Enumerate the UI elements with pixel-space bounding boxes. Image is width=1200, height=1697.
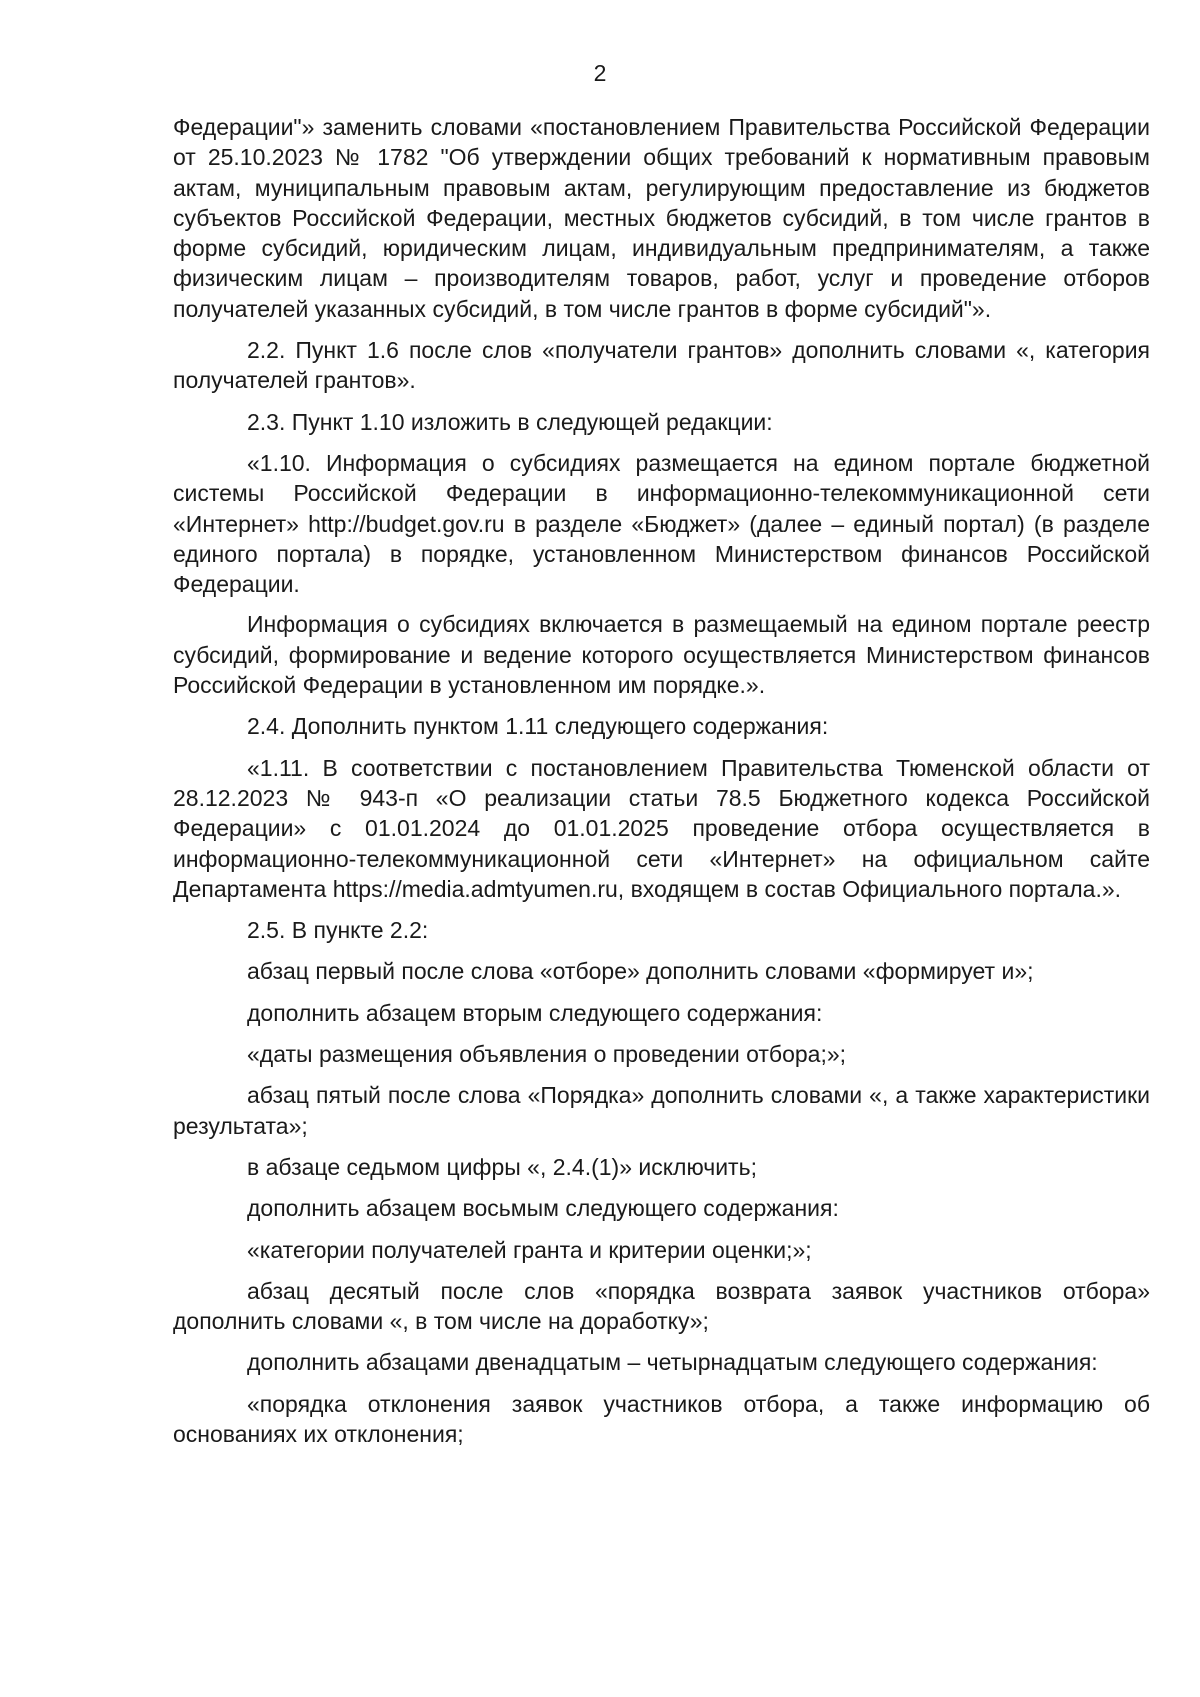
paragraph-item-2-3: 2.3. Пункт 1.10 изложить в следующей редакции: [247, 408, 773, 435]
paragraph-rejection-procedure: «порядка отклонения заявок участников отбора, а также информацию об основаниях их отклонения; [173, 1390, 1150, 1447]
paragraph-first-abzac: абзац первый после слова «отборе» дополнить словами «формирует и»; [247, 958, 1034, 985]
paragraph-item-2-5: 2.5. В пункте 2.2: [247, 917, 429, 944]
paragraph-item-2-2: 2.2. Пункт 1.6 после слов «получатели грантов» дополнить словами «, категория получателей грантов». [173, 337, 1150, 394]
paragraph-amendment-continuation: Федерации"» заменить словами «постановлением Правительства Российской Федерации от 25.10.2023 № 1782 "Об утверждении общих требований к нормативным правовым актам, муниципальным правовым актам, регулирующим предоставление из бюджетов субъектов Российской Федерации, местных бюджетов субсидий, в том числе грантов в форме субсидий, юридическим лицам, индивидуальным предпринимателям, а также физическим лицам – производителям товаров, работ, услуг и проведение отборов получателей указанных субсидий, в том числе грантов в форме субсидий"». [173, 114, 1150, 322]
paragraph-add-second-abzac: дополнить абзацем вторым следующего содержания: [247, 999, 823, 1026]
paragraph-add-twelfth-fourteenth: дополнить абзацами двенадцатым – четырнадцатым следующего содержания: [247, 1349, 1098, 1376]
paragraph-clause-1-11: «1.11. В соответствии с постановлением Правительства Тюменской области от 28.12.2023 № 943-п «О реализации статьи 78.5 Бюджетного кодекса Российской Федерации» с 01.01.2024 до 01.01.2025 проведение отбора осуществляется в информационно-телекоммуникационной сети «Интернет» на официальном сайте Департамента https://media.admtyumen.ru, входящем в состав Официального портала.». [173, 754, 1150, 902]
paragraph-clause-1-10: «1.10. Информация о субсидиях размещается на едином портале бюджетной системы Российской Федерации в информационно-телекоммуникационной сети «Интернет» http://budget.gov.ru в разделе «Бюджет» (далее – единый портал) (в разделе единого портала) в порядке, установленном Министерством финансов Российской Федерации. [173, 449, 1150, 598]
paragraph-item-2-4: 2.4. Дополнить пунктом 1.11 следующего содержания: [247, 713, 829, 740]
paragraph-subsidy-register: Информация о субсидиях включается в размещаемый на едином портале реестр субсидий, формирование и ведение которого осуществляется Министерством финансов Российской Федерации в установленном им порядке.». [173, 611, 1150, 699]
paragraph-grant-categories: «категории получателей гранта и критерии оценки;»; [247, 1236, 812, 1263]
paragraph-add-eighth-abzac: дополнить абзацем восьмым следующего содержания: [247, 1195, 839, 1222]
paragraph-announcement-date: «даты размещения объявления о проведении отбора;»; [247, 1041, 847, 1068]
page-number: 2 [593, 60, 607, 86]
paragraph-tenth-abzac: абзац десятый после слов «порядка возврата заявок участников отбора» дополнить словами «, в том числе на доработку»; [173, 1277, 1150, 1335]
paragraph-fifth-abzac: абзац пятый после слова «Порядка» дополнить словами «, а также характеристики результата»; [173, 1082, 1150, 1139]
paragraph-seventh-abzac: в абзаце седьмом цифры «, 2.4.(1)» исключить; [247, 1153, 757, 1180]
document-body [173, 112, 1150, 1460]
